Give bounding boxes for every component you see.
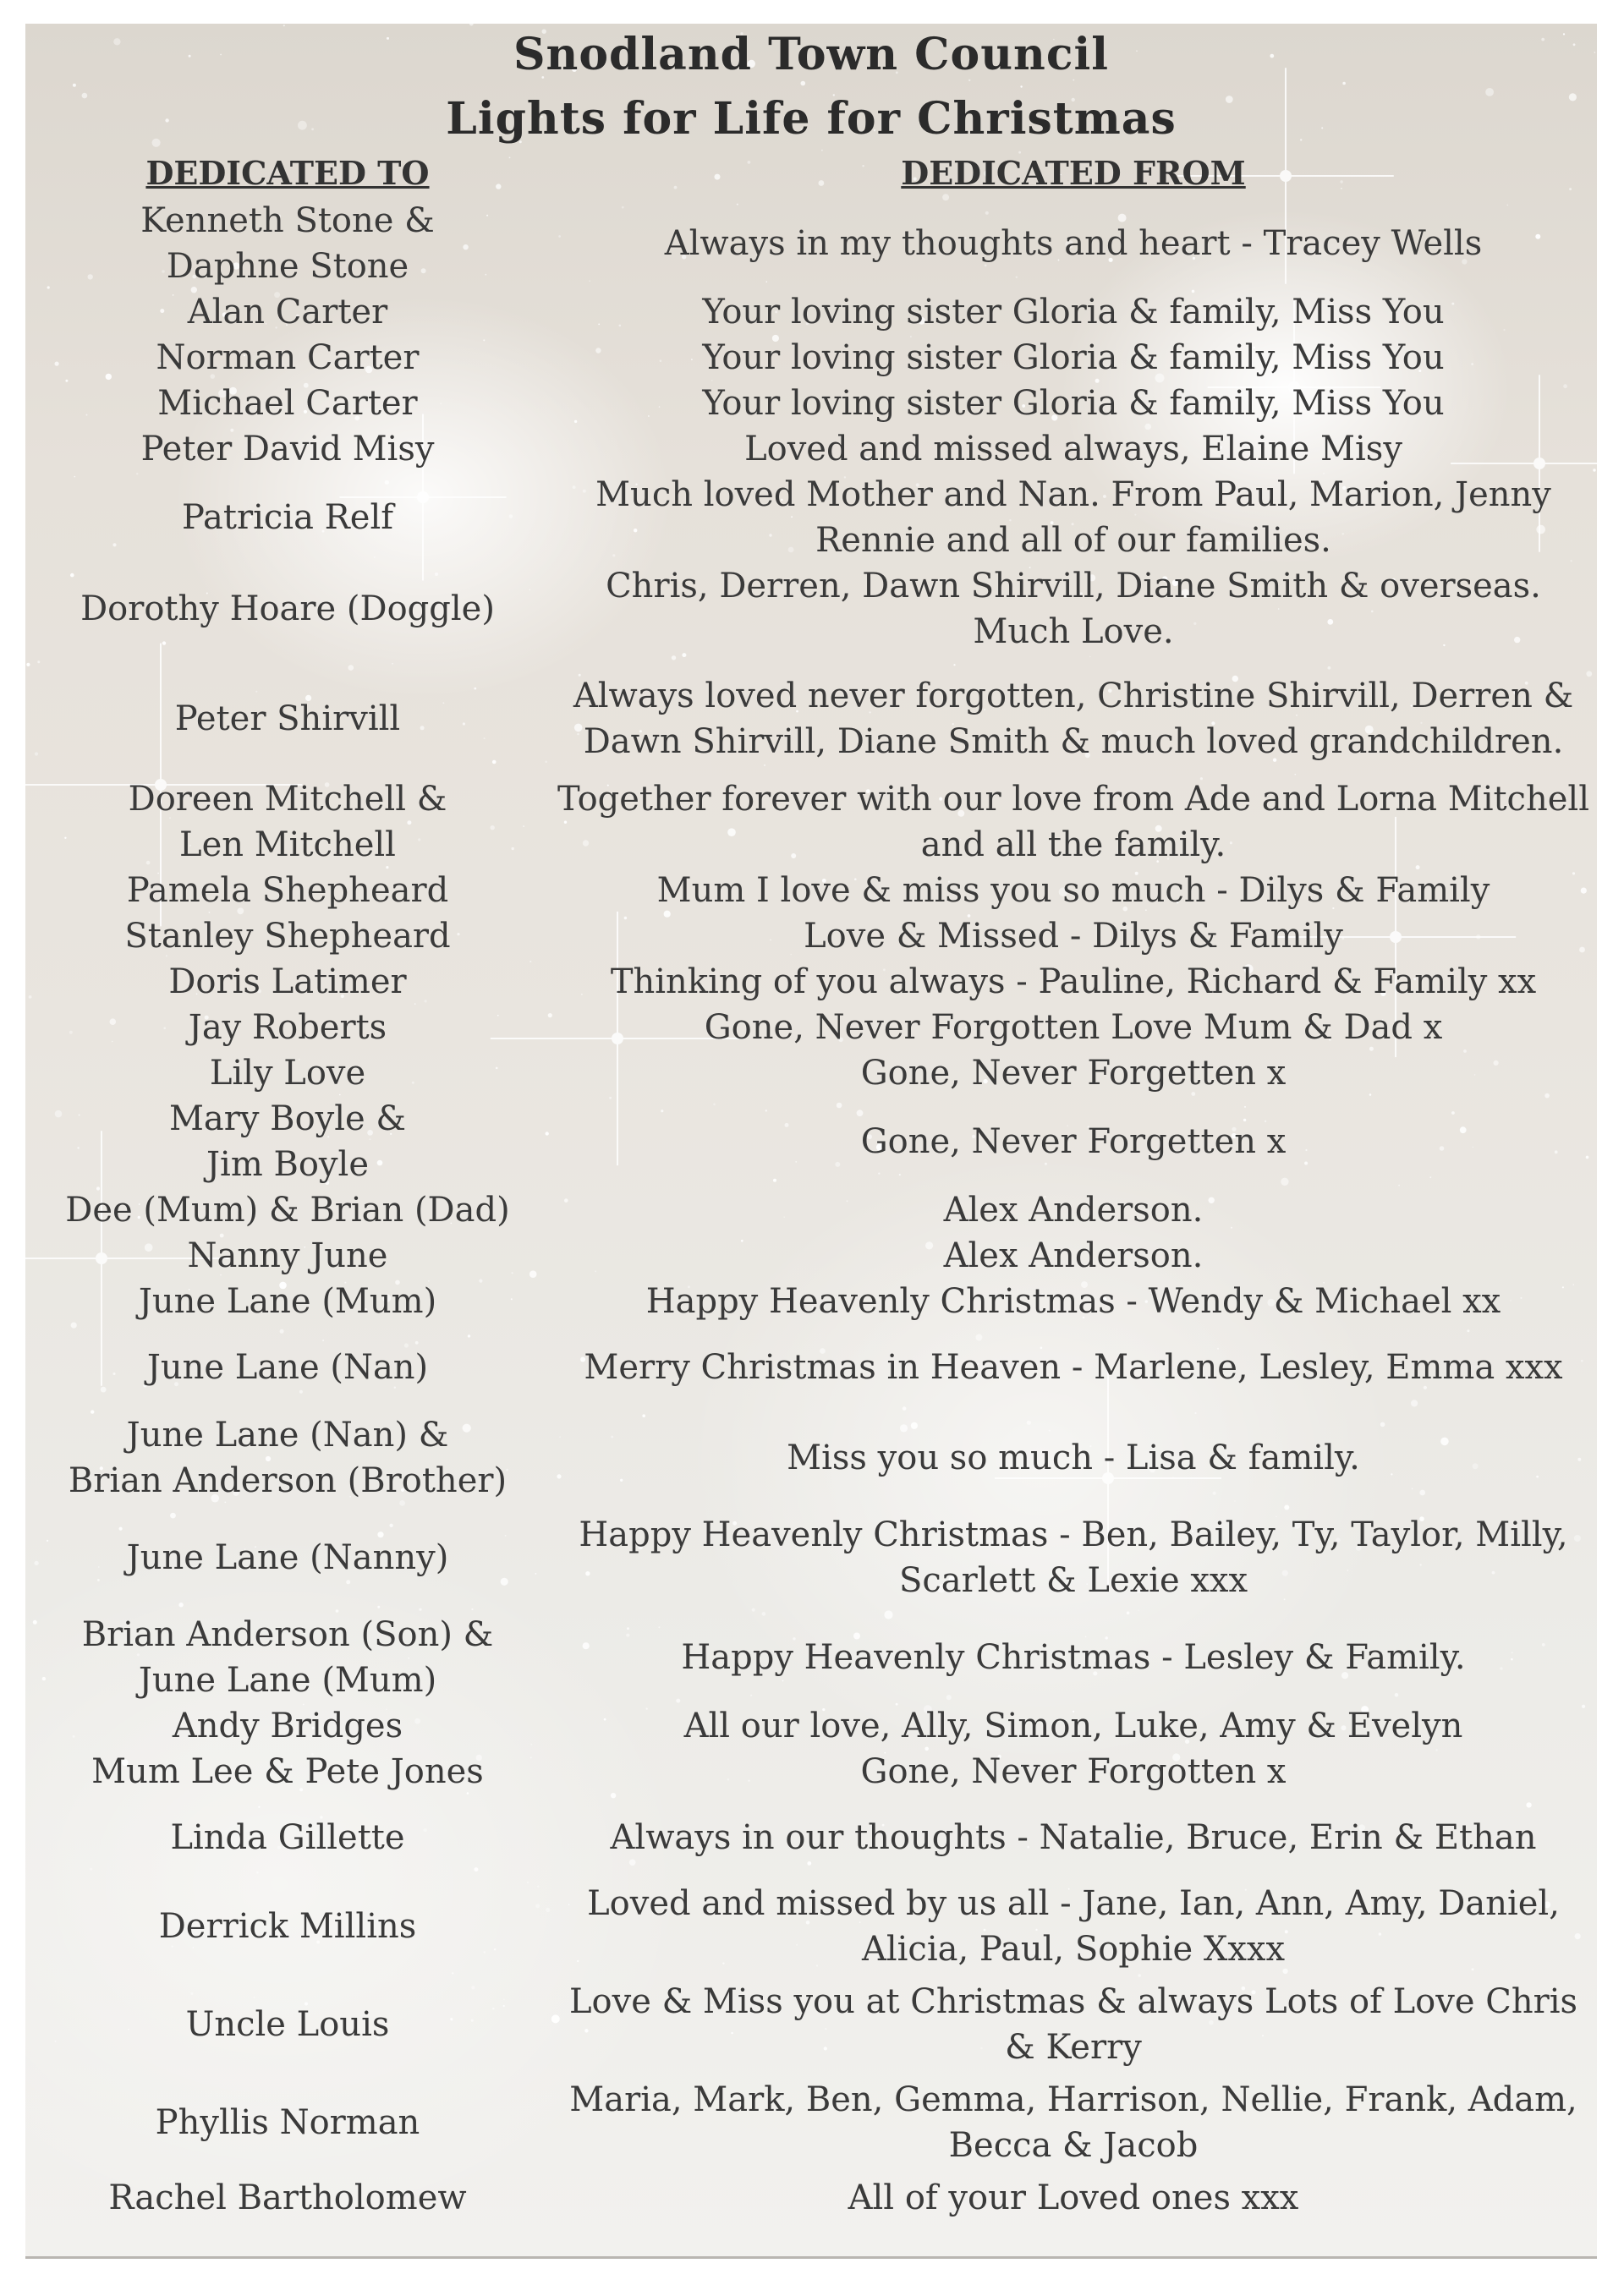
dedication-list (25, 198, 1597, 2221)
dedicated-to-name: Phyllis Norman (155, 2103, 420, 2142)
dedicated-to-cell (25, 1612, 550, 1703)
dedicated-from-message: Much Love. (973, 612, 1174, 651)
dedicated-to-name: Andy Bridges (172, 1707, 403, 1745)
dedicated-from-message: Happy Heavenly Christmas - Lesley & Family. (681, 1638, 1466, 1677)
dedication-row (25, 1612, 1597, 1703)
dedication-row (25, 913, 1597, 959)
dedicated-to-name: Mary Boyle & (168, 1099, 407, 1138)
dedicated-from-message: Much loved Mother and Nan. From Paul, Marion, Jenny (595, 475, 1551, 514)
dedicated-to-name: Stanley Shepheard (124, 917, 451, 956)
dedicated-to-name: Brian Anderson (Brother) (68, 1461, 508, 1500)
dedicated-from-cell (550, 472, 1597, 563)
dedicated-from-cell (550, 335, 1597, 381)
dedicated-to-cell (25, 1187, 550, 1233)
dedication-row (25, 1233, 1597, 1279)
dedicated-from-message: Gone, Never Forgetten x (860, 1054, 1287, 1093)
dedicated-to-cell (25, 1749, 550, 1795)
dedicated-to-name: June Lane (Mum) (138, 1661, 437, 1700)
dedication-row (25, 198, 1597, 289)
dedicated-from-cell (550, 2077, 1597, 2168)
dedicated-to-cell (25, 1096, 550, 1187)
dedicated-to-name: Dorothy Hoare (Doggle) (80, 589, 495, 628)
dedicated-to-name: Rachel Bartholomew (108, 2178, 467, 2217)
dedicated-to-cell (25, 868, 550, 913)
dedicated-to-name: Uncle Louis (185, 2005, 390, 2044)
dedicated-to-name: Daphne Stone (166, 247, 409, 286)
dedicated-from-cell (550, 776, 1597, 868)
dedication-row (25, 1412, 1597, 1504)
dedication-row (25, 1749, 1597, 1795)
dedicated-to-name: Brian Anderson (Son) & (81, 1615, 494, 1654)
dedication-row (25, 1096, 1597, 1187)
dedicated-from-cell (550, 563, 1597, 655)
dedicated-from-cell (550, 1187, 1597, 1233)
dedication-row (25, 1979, 1597, 2070)
dedicated-to-name: Derrick Millins (158, 1907, 417, 1946)
dedicated-from-cell (550, 1635, 1597, 1680)
dedicated-from-cell (550, 1435, 1597, 1481)
dedicated-from-message: Merry Christmas in Heaven - Marlene, Lesley, Emma xxx (584, 1348, 1563, 1387)
dedication-row (25, 1279, 1597, 1324)
dedicated-from-message: All our love, Ally, Simon, Luke, Amy & Evelyn (683, 1707, 1463, 1745)
dedicated-from-message: Thinking of you always - Pauline, Richard & Family xx (610, 962, 1537, 1001)
dedicated-from-cell (550, 1005, 1597, 1050)
dedicated-to-name: June Lane (Mum) (138, 1282, 437, 1321)
dedicated-to-cell (25, 776, 550, 868)
dedicated-from-message: Gone, Never Forgetten x (860, 1122, 1287, 1161)
dedicated-from-cell (550, 1233, 1597, 1279)
dedicated-from-cell (550, 1050, 1597, 1096)
dedicated-to-cell (25, 2002, 550, 2047)
dedicated-from-cell (550, 2175, 1597, 2221)
dedicated-to-name: Michael Carter (157, 384, 418, 423)
dedicated-from-message: Together forever with our love from Ade and Lorna Mitchell (557, 780, 1589, 819)
dedication-row (25, 426, 1597, 472)
dedicated-from-message: Happy Heavenly Christmas - Wendy & Michael xx (645, 1282, 1501, 1321)
dedication-row (25, 1815, 1597, 1860)
dedicated-to-cell (25, 959, 550, 1005)
dedicated-from-cell (550, 1512, 1597, 1603)
dedicated-from-cell (550, 1703, 1597, 1749)
dedicated-from-message: Love & Miss you at Christmas & always Lots of Love Chris (568, 1982, 1578, 2021)
page-title: Snodland Town Council (513, 29, 1110, 80)
dedicated-to-cell (25, 1345, 550, 1390)
dedicated-to-cell (25, 1904, 550, 1949)
dedication-row (25, 776, 1597, 868)
dedicated-from-cell (550, 1119, 1597, 1164)
dedication-row (25, 868, 1597, 913)
dedicated-from-cell (550, 381, 1597, 426)
dedicated-from-cell (550, 1749, 1597, 1795)
dedicated-to-cell (25, 495, 550, 540)
dedicated-from-message: Your loving sister Gloria & family, Miss You (702, 384, 1445, 423)
dedicated-to-name: Jay Roberts (188, 1008, 387, 1047)
dedicated-to-cell (25, 1050, 550, 1096)
dedicated-from-message: Becca & Jacob (948, 2126, 1199, 2165)
page-subtitle: Lights for Life for Christmas (446, 93, 1177, 145)
dedicated-to-name: June Lane (Nan) & (126, 1416, 449, 1455)
dedicated-from-cell (550, 673, 1597, 764)
dedicated-from-cell (550, 913, 1597, 959)
dedicated-to-name: Patricia Relf (181, 498, 394, 537)
dedicated-to-cell (25, 2100, 550, 2145)
dedicated-from-message: Your loving sister Gloria & family, Miss You (702, 293, 1445, 332)
dedication-row (25, 335, 1597, 381)
dedicated-to-cell (25, 1535, 550, 1581)
dedicated-to-name: Doris Latimer (168, 962, 407, 1001)
dedicated-to-name: Kenneth Stone & (140, 201, 435, 240)
dedicated-to-name: Peter David Misy (140, 430, 435, 469)
dedicated-from-message: Gone, Never Forgotten x (860, 1752, 1287, 1791)
dedicated-from-cell (550, 1979, 1597, 2070)
dedicated-from-message: Alicia, Paul, Sophie Xxxx (861, 1930, 1286, 1969)
dedicated-from-cell (550, 1279, 1597, 1324)
dedication-row (25, 563, 1597, 655)
dedicated-to-name: Pamela Shepheard (126, 871, 449, 910)
dedicated-from-message: Love & Missed - Dilys & Family (804, 917, 1343, 956)
dedicated-from-message: Chris, Derren, Dawn Shirvill, Diane Smith & overseas. (606, 567, 1541, 606)
dedicated-from-message: Dawn Shirvill, Diane Smith & much loved grandchildren. (583, 722, 1564, 761)
dedicated-to-name: Lily Love (209, 1054, 366, 1093)
dedicated-to-cell (25, 335, 550, 381)
dedication-row (25, 2077, 1597, 2168)
dedicated-from-message: Gone, Never Forgotten Love Mum & Dad x (704, 1008, 1443, 1047)
dedication-row (25, 1005, 1597, 1050)
dedication-row (25, 1512, 1597, 1603)
dedicated-from-message: and all the family. (920, 825, 1226, 864)
dedicated-to-cell (25, 696, 550, 742)
dedicated-from-message: Loved and missed always, Elaine Misy (744, 430, 1402, 469)
dedicated-to-cell (25, 289, 550, 335)
dedicated-from-message: Always in our thoughts - Natalie, Bruce, Erin & Ethan (610, 1818, 1537, 1857)
dedication-row (25, 1187, 1597, 1233)
dedicated-to-cell (25, 426, 550, 472)
dedicated-from-message: Your loving sister Gloria & family, Miss You (702, 338, 1445, 377)
dedicated-to-cell (25, 1412, 550, 1504)
dedicated-from-cell (550, 289, 1597, 335)
dedication-row (25, 1345, 1597, 1390)
dedicated-from-message: Alex Anderson. (943, 1236, 1204, 1275)
dedicated-to-name: Norman Carter (156, 338, 420, 377)
dedicated-to-cell (25, 2175, 550, 2221)
dedicated-from-message: Happy Heavenly Christmas - Ben, Bailey, Ty, Taylor, Milly, (579, 1515, 1568, 1554)
dedicated-from-message: Always in my thoughts and heart - Tracey Wells (664, 224, 1483, 263)
dedication-row (25, 1050, 1597, 1096)
dedication-row (25, 2175, 1597, 2221)
dedicated-from-message: Mum I love & miss you so much - Dilys & Family (656, 871, 1490, 910)
dedicated-to-name: Dee (Mum) & Brian (Dad) (65, 1191, 510, 1230)
dedicated-from-cell (550, 1345, 1597, 1390)
column-header-dedicated-from: DEDICATED FROM (901, 154, 1246, 192)
dedicated-to-cell (25, 1279, 550, 1324)
dedicated-from-message: Rennie and all of our families. (815, 521, 1331, 560)
dedicated-to-name: June Lane (Nanny) (126, 1538, 449, 1577)
dedicated-from-message: Maria, Mark, Ben, Gemma, Harrison, Nellie, Frank, Adam, (569, 2080, 1577, 2119)
dedication-row (25, 1881, 1597, 1972)
dedication-row (25, 959, 1597, 1005)
dedication-sheet (25, 24, 1597, 2259)
dedicated-to-cell (25, 913, 550, 959)
dedicated-to-name: Jim Boyle (206, 1145, 369, 1184)
dedicated-from-message: Scarlett & Lexie xxx (898, 1561, 1248, 1600)
dedication-row (25, 289, 1597, 335)
dedicated-from-cell (550, 959, 1597, 1005)
dedicated-from-cell (550, 426, 1597, 472)
dedicated-to-name: Linda Gillette (170, 1818, 405, 1857)
dedicated-from-cell (550, 1815, 1597, 1860)
dedicated-to-cell (25, 1815, 550, 1860)
dedicated-to-cell (25, 1005, 550, 1050)
dedication-row (25, 381, 1597, 426)
dedication-row (25, 472, 1597, 563)
dedicated-from-message: Alex Anderson. (943, 1191, 1204, 1230)
dedicated-to-name: Alan Carter (187, 293, 388, 332)
dedicated-from-message: All of your Loved ones xxx (848, 2178, 1299, 2217)
dedicated-from-message: Loved and missed by us all - Jane, Ian, Ann, Amy, Daniel, (587, 1884, 1560, 1923)
dedicated-from-cell (550, 221, 1597, 266)
dedicated-to-name: Doreen Mitchell & (128, 780, 447, 819)
dedicated-to-cell (25, 586, 550, 632)
dedicated-from-message: Miss you so much - Lisa & family. (787, 1438, 1360, 1477)
dedicated-to-cell (25, 381, 550, 426)
dedicated-from-message: & Kerry (1005, 2028, 1142, 2067)
dedicated-to-name: June Lane (Nan) (146, 1348, 429, 1387)
dedicated-to-cell (25, 198, 550, 289)
dedicated-to-name: Mum Lee & Pete Jones (91, 1752, 484, 1791)
dedication-row (25, 673, 1597, 764)
dedicated-from-cell (550, 1881, 1597, 1972)
dedicated-from-cell (550, 868, 1597, 913)
column-header-dedicated-to: DEDICATED TO (145, 154, 430, 192)
dedicated-to-name: Len Mitchell (179, 825, 396, 864)
dedicated-to-cell (25, 1703, 550, 1749)
dedicated-to-name: Nanny June (187, 1236, 388, 1275)
dedicated-to-name: Peter Shirvill (174, 699, 401, 738)
dedication-row (25, 1703, 1597, 1749)
dedicated-to-cell (25, 1233, 550, 1279)
dedicated-from-message: Always loved never forgotten, Christine Shirvill, Derren & (573, 677, 1574, 715)
